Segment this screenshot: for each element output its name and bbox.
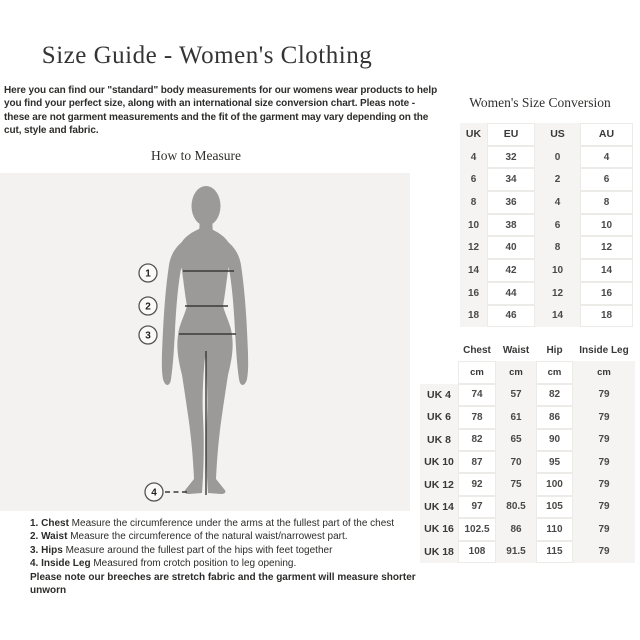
- table-cell: 34: [487, 168, 535, 191]
- table-row: [420, 451, 635, 473]
- table-row: [460, 191, 633, 214]
- table-cell: 100: [536, 473, 573, 495]
- table-cell: 12: [535, 282, 580, 305]
- table-cell: 79: [573, 473, 635, 495]
- instruction-label: 2. Waist: [30, 531, 68, 543]
- instruction-text: Measure the circumference of the natural waist/narrowest part.: [67, 531, 348, 543]
- table-cell: UK 16: [420, 518, 458, 540]
- table-cell: 6: [535, 214, 580, 237]
- table-cell: UK 6: [420, 406, 458, 428]
- instruction-waist: [30, 530, 450, 543]
- measurements-table-header: [420, 339, 635, 361]
- table-cell: 86: [496, 518, 536, 540]
- table-cell: 38: [487, 214, 535, 237]
- size-conversion-table-body: [460, 146, 633, 328]
- table-cell: 65: [496, 429, 536, 451]
- table-cell: Waist: [502, 344, 530, 356]
- table-cell: 6: [460, 168, 487, 191]
- table-cell: 82: [458, 429, 496, 451]
- table-row: [420, 473, 635, 495]
- table-cell: 108: [458, 541, 496, 563]
- table-cell: 79: [573, 429, 635, 451]
- table-row: [420, 429, 635, 451]
- table-cell: 12: [580, 236, 633, 259]
- table-cell: 87: [458, 451, 496, 473]
- table-cell: 80.5: [496, 496, 536, 518]
- table-cell: 82: [536, 384, 573, 406]
- table-cell: 14: [535, 305, 580, 328]
- instruction-hips: [30, 544, 450, 557]
- intro-text: Here you can find our "standard" body measurements for our womens wear products to help you find your perfect size, along with an international size conversion chart. Pleas note - these are not garment measurements and the fit of the garment may vary depending on the cut, style and fabric.: [4, 85, 438, 137]
- table-cell: EU: [487, 123, 535, 146]
- figure-marker-chest: [139, 264, 157, 282]
- measure-instructions: [30, 517, 450, 597]
- table-cell: 0: [535, 146, 580, 169]
- table-row: [420, 339, 635, 361]
- table-cell: 14: [460, 259, 487, 282]
- body-silhouette: [162, 186, 248, 494]
- instruction-label: 3. Hips: [30, 544, 63, 556]
- table-cell: 8: [580, 191, 633, 214]
- table-cell: 10: [535, 259, 580, 282]
- measurements-table: [420, 339, 635, 563]
- female-silhouette-figure: [0, 173, 410, 511]
- table-cell: 44: [487, 282, 535, 305]
- table-cell: 91.5: [496, 541, 536, 563]
- table-cell: cm: [496, 361, 536, 383]
- measurements-table-units-row: [420, 361, 635, 383]
- table-cell: Chest: [463, 344, 491, 356]
- table-cell: 74: [458, 384, 496, 406]
- table-row: [420, 541, 635, 563]
- table-cell: UK 12: [420, 473, 458, 495]
- stretch-fabric-note: Please note our breeches are stretch fabric and the garment will measure shorter unworn: [30, 571, 416, 597]
- table-cell: [420, 361, 458, 383]
- table-cell: 4: [535, 191, 580, 214]
- table-row: [420, 518, 635, 540]
- table-cell: 79: [573, 384, 635, 406]
- size-conversion-table-header: [460, 123, 633, 146]
- figure-marker-hips: [139, 326, 157, 344]
- table-cell: 16: [460, 282, 487, 305]
- measurement-figure-panel: [0, 173, 410, 511]
- table-cell: 70: [496, 451, 536, 473]
- instruction-label: 4. Inside Leg: [30, 558, 91, 570]
- table-cell: 79: [573, 496, 635, 518]
- table-cell: 105: [536, 496, 573, 518]
- table-row: [420, 361, 635, 383]
- svg-text:3: 3: [145, 330, 151, 342]
- table-cell: 8: [460, 191, 487, 214]
- table-row: [460, 259, 633, 282]
- table-cell: 57: [496, 384, 536, 406]
- svg-text:4: 4: [151, 487, 157, 499]
- table-cell: 36: [487, 191, 535, 214]
- table-cell: 79: [573, 451, 635, 473]
- table-cell: UK 10: [420, 451, 458, 473]
- table-cell: 95: [536, 451, 573, 473]
- instruction-text: Measured from crotch position to leg opening.: [90, 558, 297, 570]
- table-cell: 18: [580, 305, 633, 328]
- svg-text:2: 2: [145, 301, 151, 313]
- table-cell: 18: [460, 305, 487, 328]
- table-cell: Hip: [546, 344, 563, 356]
- size-conversion-table: [460, 123, 633, 327]
- table-cell: 110: [536, 518, 573, 540]
- instruction-chest: [30, 517, 450, 530]
- instruction-inside-leg: [30, 557, 450, 570]
- table-cell: 61: [496, 406, 536, 428]
- table-row: [460, 282, 633, 305]
- table-cell: 14: [580, 259, 633, 282]
- table-cell: UK 8: [420, 429, 458, 451]
- table-cell: 79: [573, 518, 635, 540]
- table-cell: 79: [573, 406, 635, 428]
- table-cell: Inside Leg: [579, 344, 629, 356]
- table-cell: 40: [487, 236, 535, 259]
- table-row: [420, 406, 635, 428]
- table-cell: cm: [536, 361, 573, 383]
- table-cell: cm: [458, 361, 496, 383]
- table-cell: 97: [458, 496, 496, 518]
- svg-text:1: 1: [145, 268, 151, 280]
- table-cell: 79: [573, 541, 635, 563]
- table-cell: 2: [535, 168, 580, 191]
- table-row: [460, 146, 633, 169]
- table-row: [460, 123, 633, 146]
- table-cell: [420, 339, 458, 361]
- instruction-text: Measure the circumference under the arms at the fullest part of the chest: [68, 518, 395, 529]
- figure-marker-waist: [139, 297, 157, 315]
- table-cell: UK 4: [420, 384, 458, 406]
- table-cell: 75: [496, 473, 536, 495]
- table-cell: UK 14: [420, 496, 458, 518]
- table-cell: 8: [535, 236, 580, 259]
- conversion-table-title: Women's Size Conversion: [469, 95, 611, 110]
- table-cell: 6: [580, 168, 633, 191]
- page-title: Size Guide - Women's Clothing: [41, 42, 373, 69]
- table-cell: 92: [458, 473, 496, 495]
- table-row: [420, 384, 635, 406]
- table-cell: 42: [487, 259, 535, 282]
- table-cell: 16: [580, 282, 633, 305]
- how-to-measure-heading: How to Measure: [151, 148, 241, 163]
- table-row: [460, 214, 633, 237]
- table-cell: 78: [458, 406, 496, 428]
- table-row: [460, 305, 633, 328]
- table-cell: US: [535, 123, 580, 146]
- table-cell: UK 18: [420, 541, 458, 563]
- table-cell: 46: [487, 305, 535, 328]
- table-cell: 12: [460, 236, 487, 259]
- figure-marker-inside-leg: [145, 483, 163, 501]
- table-cell: 32: [487, 146, 535, 169]
- table-cell: cm: [573, 361, 635, 383]
- table-cell: 10: [460, 214, 487, 237]
- table-cell: UK: [460, 123, 487, 146]
- table-row: [460, 168, 633, 191]
- table-cell: 102.5: [458, 518, 496, 540]
- table-cell: 90: [536, 429, 573, 451]
- table-cell: 115: [536, 541, 573, 563]
- table-cell: AU: [580, 123, 633, 146]
- table-cell: 10: [580, 214, 633, 237]
- instruction-text: Measure around the fullest part of the hips with feet together: [62, 544, 333, 556]
- table-row: [420, 496, 635, 518]
- table-cell: 86: [536, 406, 573, 428]
- table-cell: 4: [460, 146, 487, 169]
- table-row: [460, 236, 633, 259]
- measurements-table-body: [420, 384, 635, 563]
- instruction-label: 1. Chest: [30, 518, 69, 529]
- table-cell: 4: [580, 146, 633, 169]
